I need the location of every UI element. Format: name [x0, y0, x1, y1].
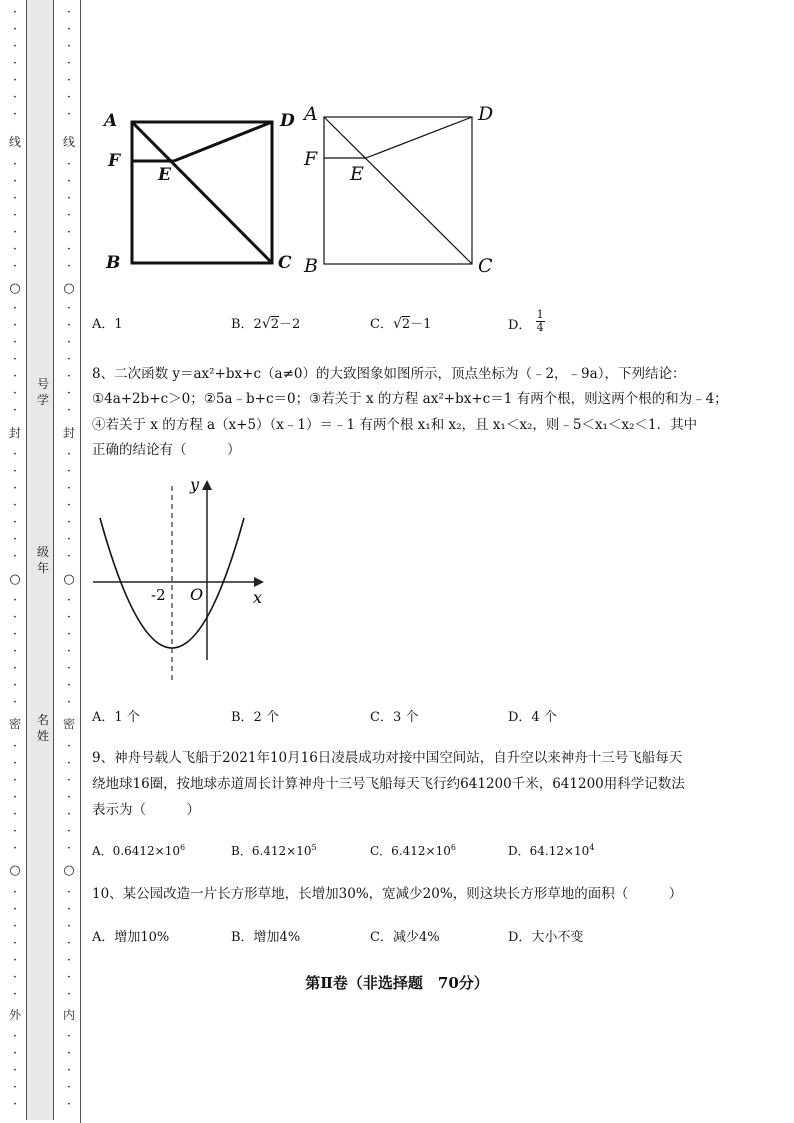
outer-mark-line: 线 — [8, 135, 21, 149]
q8-parabola-graph — [88, 470, 278, 685]
inner-mark-seal: 封 — [62, 426, 75, 440]
label-D-left: D — [280, 111, 295, 131]
figure-square-diagrams — [96, 100, 508, 280]
y-axis-label: y — [190, 475, 200, 494]
label-E-left: E — [158, 165, 171, 185]
label-D-right: D — [478, 103, 494, 125]
margin-rule — [80, 0, 81, 1123]
label-F-left: F — [108, 151, 121, 171]
circle-mark: ○ — [9, 281, 21, 296]
q8-option-b: B．2 个 — [231, 710, 279, 725]
label-C-left: C — [278, 253, 292, 273]
x-axis-arrow — [254, 577, 264, 587]
field-name: 名姓 — [37, 713, 50, 743]
q9-option-a: A．$0.6412\times 10^6$ — [92, 843, 186, 858]
outer-dot-column: · · · · · · · 线 · · · · · · · ○ · · · · · · · 封 · · · · · · · ○ · · · · · · · 密 · · · · · · · ○ · · · · · · · 外 · · · · · — [8, 5, 21, 1112]
square-diagram-right — [324, 117, 472, 264]
q8-stem-line-2: ①4a+2b+c＞0；②5a﹣b+c＝0；③若关于 x 的方程 ax²+bx+c＝1 有两个根，则这两个根的和为﹣4； — [92, 391, 728, 407]
q10-option-d: D．大小不变 — [508, 930, 584, 945]
outer-mark-outside: 外 — [8, 1008, 21, 1022]
circle-mark: ○ — [63, 281, 75, 296]
q9-stem-line-1: 9、神舟号载人飞船于2021年10月16日凌晨成功对接中国空间站，自升空以来神舟十三号飞船每天 — [92, 750, 683, 766]
label-B-right: B — [304, 255, 318, 277]
x-axis-label: x — [253, 588, 263, 607]
field-grade: 级年 — [37, 545, 50, 575]
y-axis-arrow — [202, 480, 212, 490]
q8-option-c: C．3 个 — [370, 710, 419, 725]
parabola-curve — [100, 518, 244, 648]
label-F-right: F — [304, 148, 318, 170]
q9-option-c: C．$6.412\times 10^6$ — [370, 843, 456, 858]
q10-option-b: B．增加4% — [231, 930, 301, 945]
circle-mark: ○ — [9, 572, 21, 587]
q7-option-a: A．1 — [92, 317, 123, 332]
q10-stem-line-1: 10、某公园改造一片长方形草地，长增加30%，宽减少20%，则这块长方形草地的面积（ ） — [92, 886, 683, 902]
outer-mark-secret: 密 — [8, 717, 21, 731]
circle-mark: ○ — [63, 572, 75, 587]
q7-option-c: C．√2－1 — [370, 316, 432, 332]
q10-option-c: C．减少4% — [370, 930, 440, 945]
label-A-right: A — [304, 103, 318, 125]
q8-stem-line-1: 8、二次函数 y＝ax²+bx+c（a≠0）的大致图象如图所示，顶点坐标为（﹣2，﹣9a），下列结论： — [92, 366, 686, 382]
q8-stem-line-4: 正确的结论有（ ） — [92, 442, 241, 458]
label-B-left: B — [106, 253, 121, 273]
inner-mark-line: 线 — [62, 135, 75, 149]
inner-mark-secret: 密 — [62, 717, 75, 731]
q8-stem-line-3: ④若关于 x 的方程 a（x+5）（x﹣1）＝﹣1 有两个根 x₁和 x₂，且 x₁＜x₂，则﹣5＜x₁＜x₂＜1．其中 — [92, 417, 698, 433]
label-E-right: E — [350, 163, 364, 185]
tick-label-neg2: -2 — [151, 586, 166, 604]
circle-mark: ○ — [9, 863, 21, 878]
q9-stem-line-3: 表示为（ ） — [92, 802, 200, 818]
square-diagram-left — [132, 122, 272, 263]
q10-option-a: A．增加10% — [92, 930, 170, 945]
label-C-right: C — [478, 255, 493, 277]
outer-mark-seal: 封 — [8, 426, 21, 440]
label-A-left: A — [104, 111, 118, 131]
q7-option-b: B．2√2－2 — [231, 316, 301, 332]
q9-option-d: D．$64.12\times 10^4$ — [508, 843, 595, 858]
q7-option-d: D． $\frac{1}{4}$ — [508, 308, 544, 334]
inner-dot-column: · · · · · · · 线 · · · · · · · ○ · · · · · · · 封 · · · · · · · ○ · · · · · · · 密 · · · · · · · ○ · · · · · · · 内 · · · · · — [62, 5, 75, 1112]
q9-stem-line-2: 绕地球16圈，按地球赤道周长计算神舟十三号飞船每天飞行约641200千米，641200用科学记数法 — [92, 776, 685, 792]
origin-label: O — [190, 585, 204, 604]
q8-option-a: A．1 个 — [92, 710, 140, 725]
q8-option-d: D．4 个 — [508, 710, 557, 725]
circle-mark: ○ — [63, 863, 75, 878]
field-student-number: 号学 — [37, 377, 50, 407]
inner-mark-inside: 内 — [62, 1008, 75, 1022]
section-title: 第Ⅱ卷（非选择题 70分） — [305, 974, 489, 992]
q9-option-b: B．$6.412\times 10^5$ — [231, 843, 317, 858]
